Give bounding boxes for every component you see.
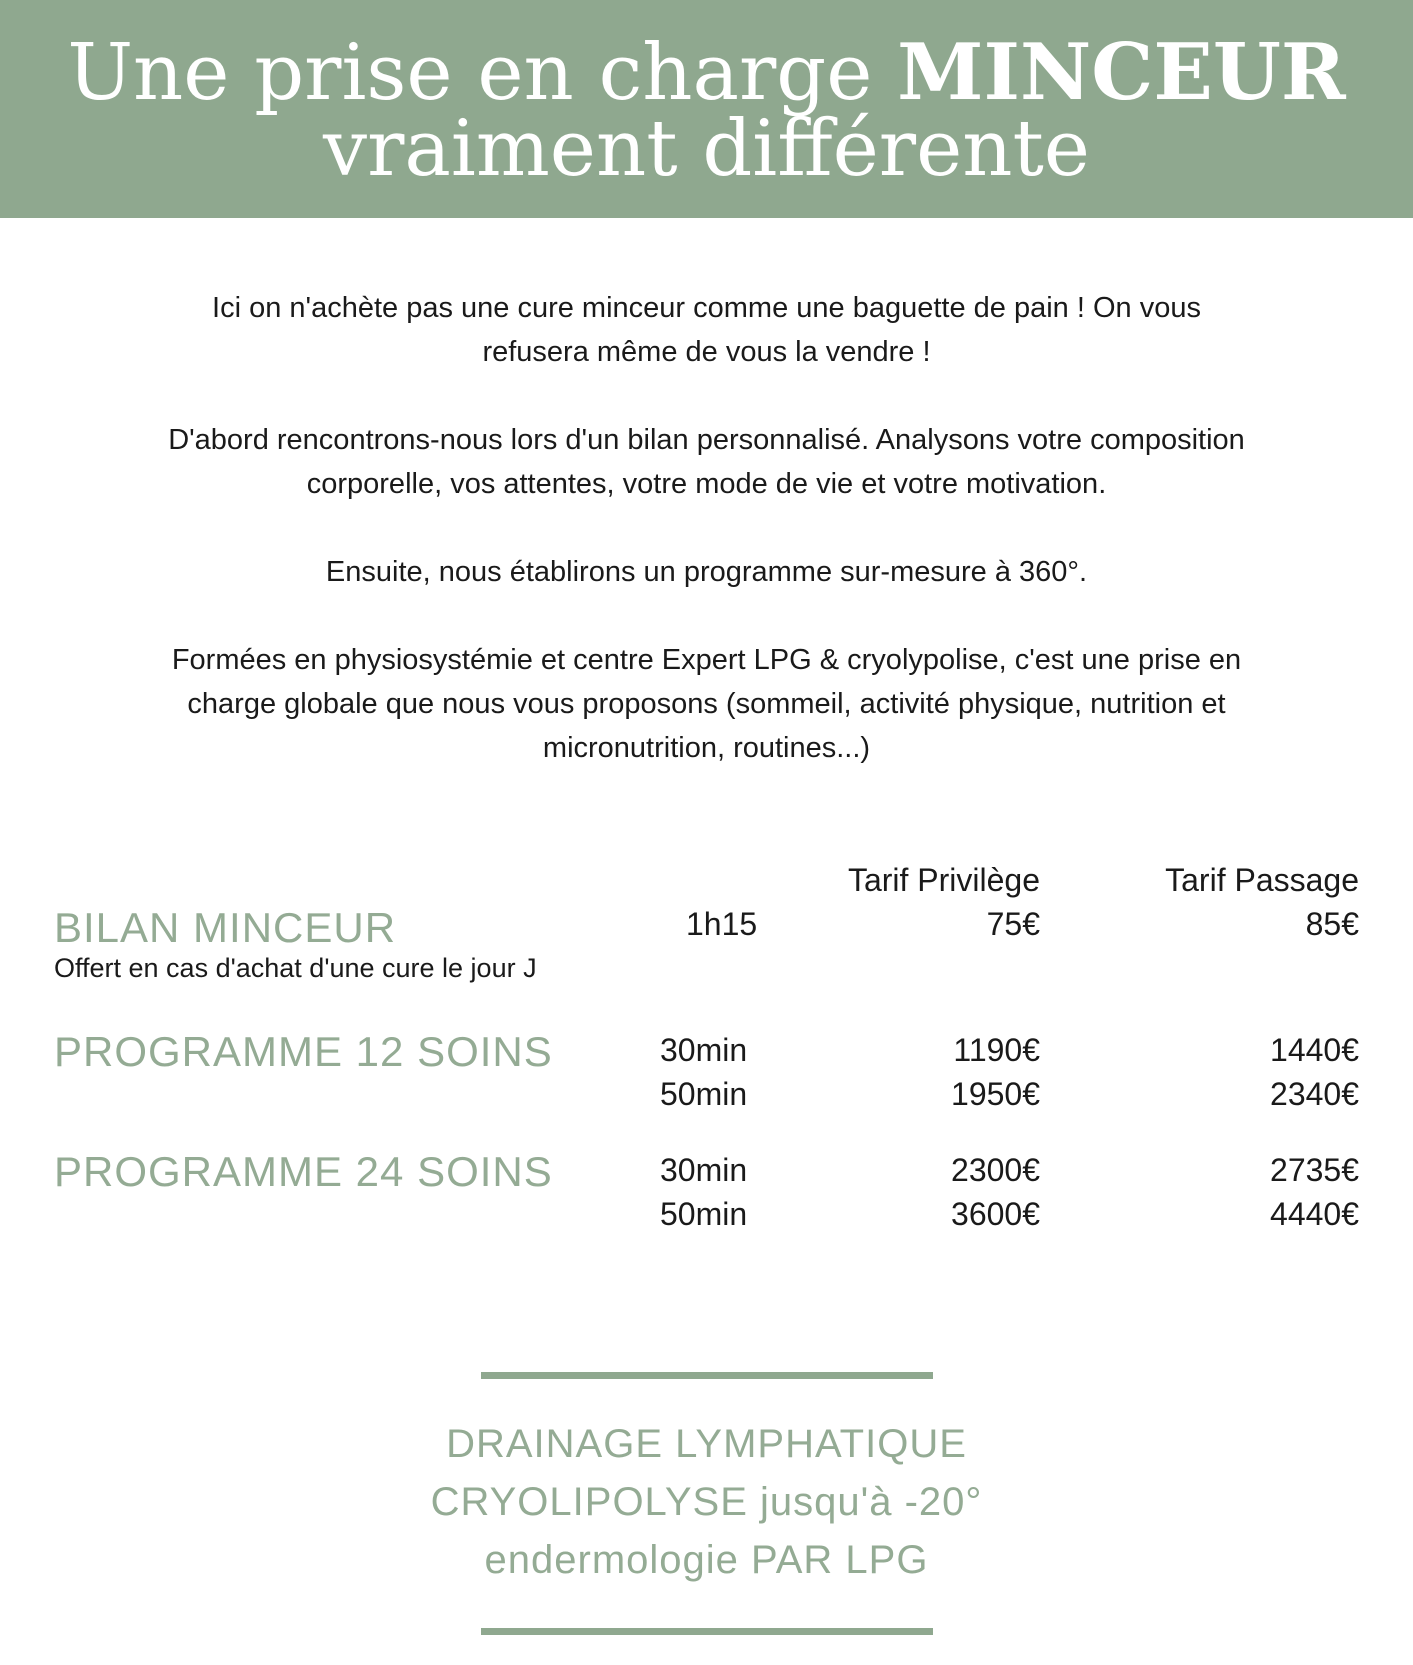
row-title-programme-24: PROGRAMME 24 SOINS	[54, 1148, 553, 1195]
column-header-passage: Tarif Passage	[1165, 862, 1359, 898]
intro-p4-line2: charge globale que nous vous proposons (sommeil, activité physique, nutrition et	[187, 688, 1226, 720]
price-passage-cell: 4440€	[1270, 1196, 1359, 1232]
price-privilege-cell: 2300€	[951, 1152, 1040, 1188]
row-note-bilan-minceur: Offert en cas d'achat d'une cure le jour J	[54, 953, 537, 983]
intro-p1-line2: refusera même de vous la vendre !	[482, 336, 931, 368]
column-header-privilege: Tarif Privilège	[847, 862, 1040, 898]
duration-cell: 50min	[660, 1196, 748, 1232]
page-title-line-2: vraiment différente	[323, 104, 1090, 194]
duration-cell: 30min	[660, 1032, 748, 1068]
title-bold: MINCEUR	[897, 27, 1346, 118]
page-title-line-1	[0, 27, 1413, 118]
intro-p2-line2: corporelle, vos attentes, votre mode de vie et votre motivation.	[306, 468, 1107, 500]
intro-p4-line1: Formées en physiosystémie et centre Expert LPG & cryolypolise, c'est une prise en	[171, 644, 1242, 676]
duration-cell: 1h15	[686, 906, 758, 942]
price-privilege-cell: 1190€	[953, 1032, 1040, 1068]
duration-cell: 50min	[660, 1076, 748, 1112]
footer-line-3: endermologie PAR LPG	[484, 1538, 929, 1582]
intro-p2-line1: D'abord rencontrons-nous lors d'un bilan personnalisé. Analysons votre composition	[168, 424, 1245, 456]
duration-cell: 30min	[660, 1152, 748, 1188]
price-passage-cell: 1440€	[1270, 1032, 1359, 1068]
footer-line-1: DRAINAGE LYMPHATIQUE	[446, 1422, 967, 1466]
intro-p3-line1: Ensuite, nous établirons un programme sur-mesure à 360°.	[325, 556, 1088, 588]
price-passage-cell: 2340€	[1270, 1076, 1359, 1112]
divider-top	[481, 1372, 933, 1379]
price-privilege-cell: 1950€	[951, 1076, 1040, 1112]
row-title-programme-12: PROGRAMME 12 SOINS	[54, 1028, 553, 1075]
price-passage-cell: 85€	[1305, 906, 1359, 942]
title-regular: Une prise en charge	[67, 28, 898, 118]
divider-bottom	[481, 1628, 933, 1635]
price-privilege-cell: 75€	[986, 906, 1040, 942]
price-privilege-cell: 3600€	[951, 1196, 1040, 1232]
intro-p4-line3: micronutrition, routines...)	[542, 732, 871, 764]
intro-p1-line1: Ici on n'achète pas une cure minceur comme une baguette de pain ! On vous	[212, 292, 1201, 324]
row-title-bilan-minceur: BILAN MINCEUR	[54, 904, 397, 951]
footer-line-2: CRYOLIPOLYSE jusqu'à -20°	[430, 1480, 983, 1524]
price-passage-cell: 2735€	[1270, 1152, 1359, 1188]
header-banner	[0, 0, 1413, 218]
